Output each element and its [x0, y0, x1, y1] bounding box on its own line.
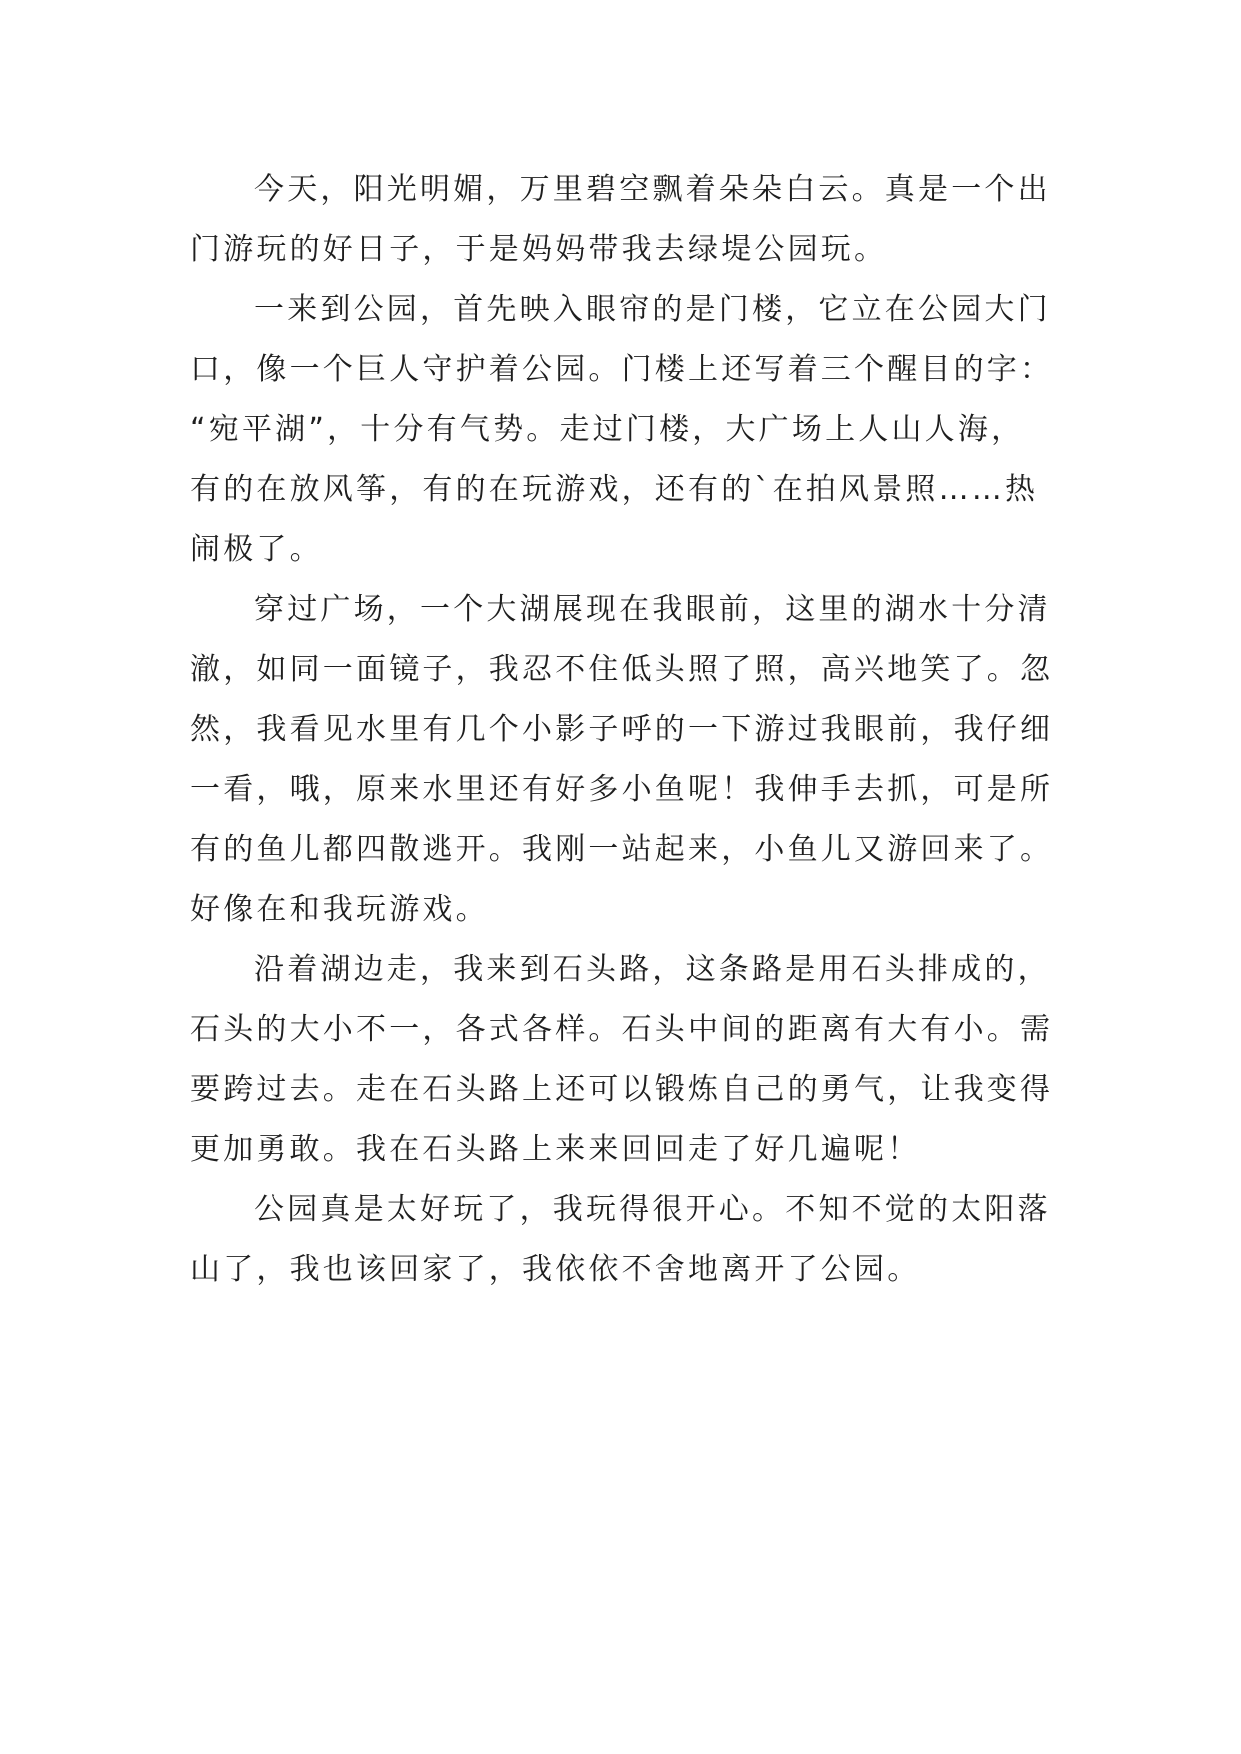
text-line: 有的在放风筝，有的在玩游戏，还有的`在拍风景照……热 — [190, 472, 1039, 507]
paragraph-2 — [190, 280, 1070, 580]
text-line: 穿过广场，一个大湖展现在我眼前，这里的湖水十分清 — [254, 592, 1051, 627]
text-line: 好像在和我玩游戏。 — [190, 892, 489, 927]
text-line: 澈，如同一面镜子，我忍不住低头照了照，高兴地笑了。忽 — [190, 652, 1054, 687]
text-line: 有的鱼儿都四散逃开。我刚一站起来，小鱼儿又游回来了。 — [190, 832, 1054, 867]
text-line: 一看，哦，原来水里还有好多小鱼呢！我伸手去抓，可是所 — [190, 772, 1054, 807]
text-line: “宛平湖”，十分有气势。走过门楼，大广场上人山人海， — [190, 412, 1025, 447]
text-line: 公园真是太好玩了，我玩得很开心。不知不觉的太阳落 — [254, 1192, 1051, 1227]
text-line: 沿着湖边走，我来到石头路，这条路是用石头排成的， — [254, 952, 1051, 987]
paragraph-1 — [190, 160, 1070, 280]
text-line: 闹极了。 — [190, 532, 323, 567]
text-line: 口，像一个巨人守护着公园。门楼上还写着三个醒目的字： — [190, 352, 1054, 387]
paragraph-3 — [190, 580, 1070, 940]
text-line: 山了，我也该回家了，我依依不舍地离开了公园。 — [190, 1252, 921, 1287]
text-line: 然，我看见水里有几个小影子呼的一下游过我眼前，我仔细 — [190, 712, 1054, 747]
text-line: 更加勇敢。我在石头路上来来回回走了好几遍呢！ — [190, 1132, 921, 1167]
text-line: 今天，阳光明媚，万里碧空飘着朵朵白云。真是一个出 — [254, 172, 1051, 207]
paragraph-4 — [190, 940, 1070, 1180]
text-line: 石头的大小不一，各式各样。石头中间的距离有大有小。需 — [190, 1012, 1054, 1047]
essay-body — [190, 160, 1070, 1300]
text-line: 门游玩的好日子，于是妈妈带我去绿堤公园玩。 — [190, 232, 888, 267]
text-line: 一来到公园，首先映入眼帘的是门楼，它立在公园大门 — [254, 292, 1051, 327]
paragraph-5 — [190, 1180, 1070, 1300]
text-line: 要跨过去。走在石头路上还可以锻炼自己的勇气，让我变得 — [190, 1072, 1054, 1107]
